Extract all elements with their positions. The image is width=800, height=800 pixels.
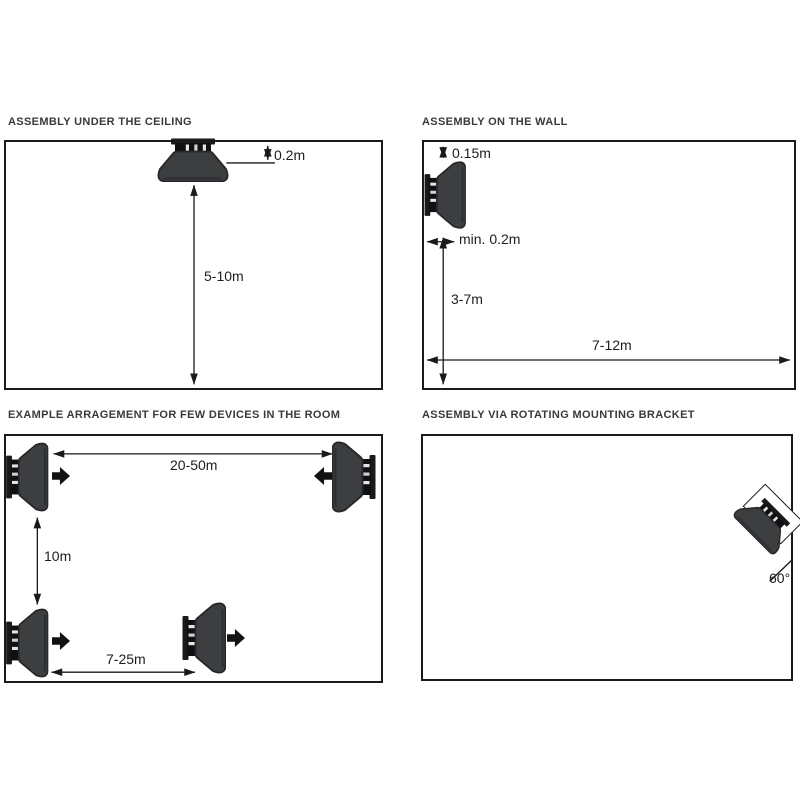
dim-label-room-length: 7-12m — [592, 337, 632, 353]
panel-ceiling-box — [4, 140, 383, 390]
heater-device-icon — [182, 602, 226, 674]
panel-rotating-bracket-title: ASSEMBLY VIA ROTATING MOUNTING BRACKET — [422, 409, 695, 421]
panel-arrangement-box — [4, 434, 383, 683]
dim-label-ceiling-offset: 0.2m — [274, 147, 306, 163]
panel-rotating-bracket-box — [421, 434, 793, 681]
angle-lines — [423, 436, 791, 679]
dim-label-ceiling-offset: 0.15m — [452, 145, 491, 161]
dim-label-tilt-angle: 60° — [769, 570, 791, 586]
dim-label-wall-offset: min. 0.2m — [459, 231, 521, 247]
panel-wall-box — [422, 140, 796, 390]
heater-device-icon — [157, 138, 229, 182]
heater-device-icon — [332, 441, 376, 513]
dim-label-opposite-wall-distance: 20-50m — [170, 457, 218, 473]
panel-wall-title: ASSEMBLY ON THE WALL — [422, 116, 568, 128]
heater-device-icon — [424, 161, 466, 229]
panel-arrangement-title: EXAMPLE ARRAGEMENT FOR FEW DEVICES IN THE ROOM — [8, 409, 341, 421]
dim-label-floor-distance: 5-10m — [204, 268, 244, 284]
panel-ceiling-title: ASSEMBLY UNDER THE CEILING — [8, 116, 192, 128]
dim-label-floor-distance: 3-7m — [451, 291, 483, 307]
heater-device-icon — [6, 608, 49, 678]
dim-label-staggered-spacing: 7-25m — [106, 651, 146, 667]
heater-device-icon — [6, 442, 49, 512]
dim-label-same-wall-spacing: 10m — [44, 548, 72, 564]
